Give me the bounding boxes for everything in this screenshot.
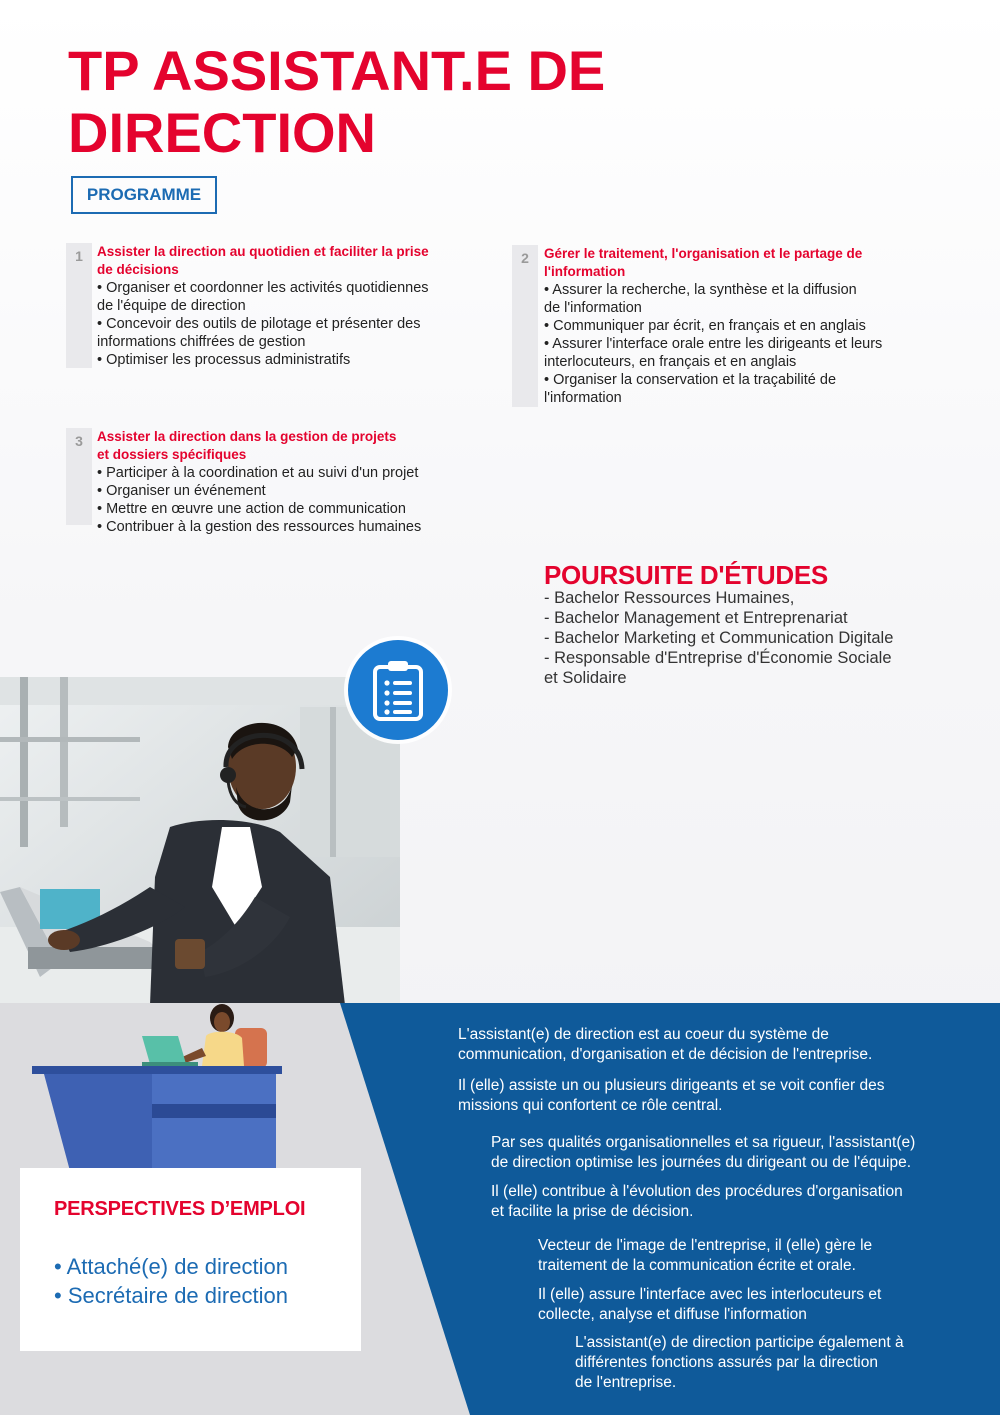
poursuite-item: - Bachelor Management et Entreprenariat [544,609,848,627]
module-line: • Concevoir des outils de pilotage et présenter des [97,316,421,332]
module-line: • Mettre en œuvre une action de communication [97,501,406,517]
description-line: Vecteur de l'image de l'entreprise, il (elle) gère le [538,1237,873,1254]
module-number: 1 [75,248,83,264]
module-line: de l'information [544,300,642,316]
description-line: et facilite la prise de décision. [491,1203,694,1220]
description-line: L'assistant(e) de direction est au coeur du système de [458,1026,829,1043]
module-number: 2 [521,250,529,266]
perspectives-item: • Secrétaire de direction [54,1283,288,1308]
module-line: • Assurer l'interface orale entre les dirigeants et leurs [544,336,883,352]
module-number: 3 [75,433,83,449]
page-title-line2: DIRECTION [68,101,376,164]
description-line: traitement de la communication écrite et orale. [538,1257,856,1274]
page-title [68,40,668,164]
description-line: Par ses qualités organisationnelles et sa rigueur, l'assistant(e) [491,1134,916,1151]
poursuite-item: - Responsable d'Entreprise d'Économie Sociale [544,649,892,667]
description-block-1 [458,1025,978,1116]
module-title: Gérer le traitement, l'organisation et le partage de [544,246,863,261]
module-title-cont: et dossiers spécifiques [97,447,247,462]
module-line: • Communiquer par écrit, en français et en anglais [544,318,866,334]
description-line: collecte, analyse et diffuse l'information [538,1306,807,1323]
description-line: missions qui confortent ce rôle central. [458,1097,723,1114]
description-line: Il (elle) assiste un ou plusieurs dirigeants et se voit confier des [458,1077,885,1094]
clipboard-checklist-icon [348,640,448,740]
module-title: Assister la direction au quotidien et faciliter la prise [97,244,429,259]
description-line: différentes fonctions assurés par la direction [575,1354,878,1371]
poursuite-item: - Bachelor Marketing et Communication Digitale [544,629,894,647]
module-line: de l'équipe de direction [97,298,246,314]
module-3 [66,428,466,535]
module-title-cont: l'information [544,264,626,279]
perspectives-list [54,1252,288,1310]
poursuite-list [544,588,944,688]
module-line: • Contribuer à la gestion des ressources humaines [97,519,422,535]
module-line: informations chiffrées de gestion [97,334,306,350]
module-title-cont: de décisions [97,262,179,277]
poursuite-item: - Bachelor Ressources Humaines, [544,589,795,607]
poursuite-item: et Solidaire [544,669,627,687]
module-line: • Organiser la conservation et la traçabilité de [544,372,837,388]
module-line: l'information [544,390,622,406]
description-line: Il (elle) contribue à l'évolution des procédures d'organisation [491,1183,903,1200]
page-title-line1: TP ASSISTANT.E DE [68,39,606,102]
perspectives-card [20,1168,361,1351]
module-title: Assister la direction dans la gestion de projets [97,429,397,444]
module-line: interlocuteurs, en français et en anglais [544,354,797,370]
description-line: L'assistant(e) de direction participe également à [575,1334,904,1351]
programme-badge: PROGRAMME [71,176,217,214]
module-line: • Assurer la recherche, la synthèse et la diffusion [544,282,857,298]
module-number-bar [512,245,538,407]
perspectives-title: PERSPECTIVES D’EMPLOI [54,1198,306,1220]
module-2 [512,245,932,407]
description-line: Il (elle) assure l'interface avec les interlocuteurs et [538,1286,882,1303]
module-line: • Organiser un événement [97,483,266,499]
module-1 [66,243,466,368]
module-line: • Optimiser les processus administratifs [97,352,351,368]
description-block-4 [575,1333,985,1393]
description-line: communication, d'organisation et de décision de l'entreprise. [458,1046,873,1063]
poursuite-title: POURSUITE D'ÉTUDES [544,560,828,590]
description-block-2 [491,1133,991,1222]
description-block-3 [538,1236,988,1325]
office-photo [0,677,400,1005]
perspectives-item: • Attaché(e) de direction [54,1254,288,1279]
description-line: de direction optimise les journées du dirigeant ou de l'équipe. [491,1154,912,1171]
module-line: • Participer à la coordination et au suivi d'un projet [97,465,419,481]
reception-desk-illustration [30,996,290,1171]
module-line: • Organiser et coordonner les activités quotidiennes [97,280,429,296]
description-line: de l'entreprise. [575,1374,677,1391]
